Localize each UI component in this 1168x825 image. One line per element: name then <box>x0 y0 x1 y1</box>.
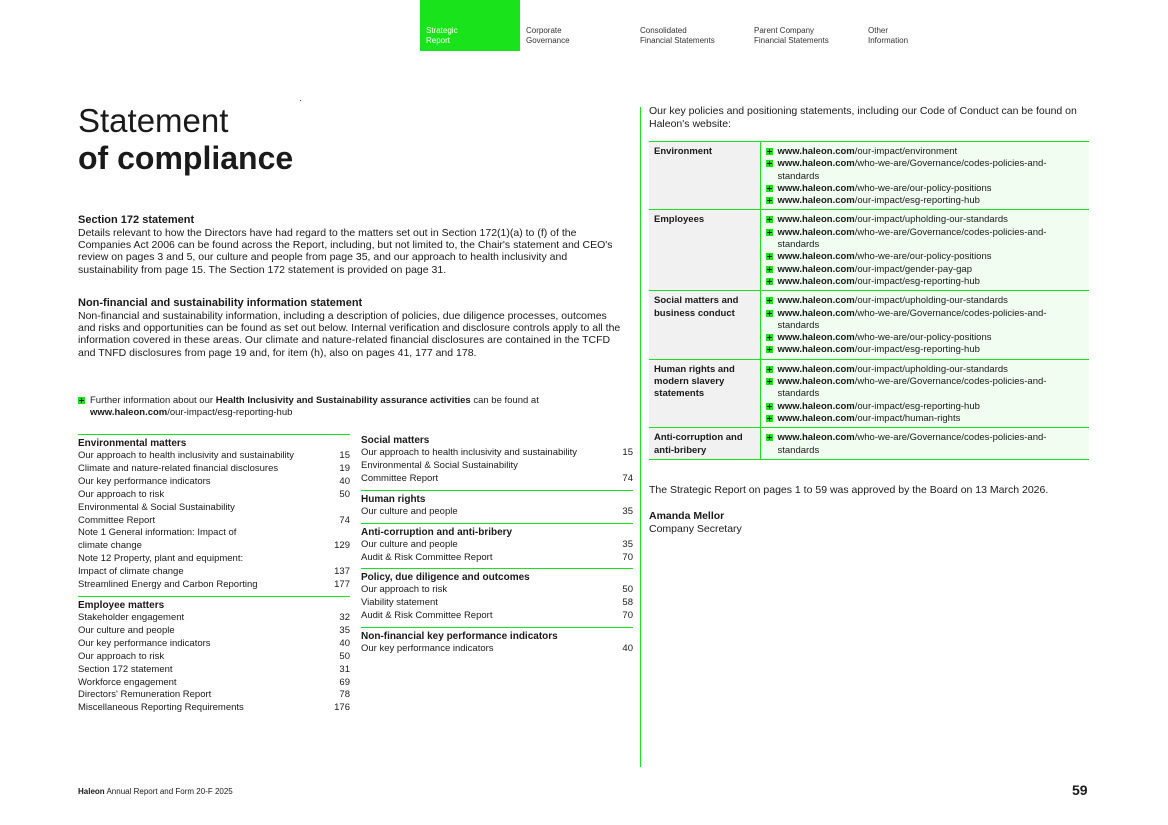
list-item[interactable]: Our approach to risk 50 <box>361 584 633 596</box>
non-financial-statement <box>78 297 623 359</box>
policy-category: Employees <box>649 210 760 291</box>
tab-other-information[interactable] <box>862 0 976 51</box>
column-divider <box>640 107 641 767</box>
tab-label: Consolidated <box>640 26 687 35</box>
policy-link[interactable]: www.haleon.com/our-impact/gender-pay-gap <box>766 264 1085 276</box>
plus-box-icon <box>766 434 773 441</box>
plus-box-icon <box>766 185 773 192</box>
tab-label: Information <box>868 36 909 45</box>
list-item[interactable]: Our culture and people 35 <box>361 538 633 550</box>
list-employee-matters <box>78 596 350 715</box>
list-item[interactable]: Audit & Risk Committee Report 70 <box>361 551 633 563</box>
list-heading: Social matters <box>361 435 430 446</box>
plus-box-icon <box>78 397 85 404</box>
policy-link[interactable]: www.haleon.com/our-impact/human-rights <box>766 413 1085 425</box>
policy-links <box>760 359 1089 427</box>
list-environmental-matters <box>78 434 350 592</box>
further-link[interactable]: www.haleon.com/our-impact/esg-reporting-hub <box>90 406 293 418</box>
section-body: Details relevant to how the Directors have had regard to the matters set out in Section 172(1)(a) to (f) of the Companies Act 2006 can be found across the Report, including, but not limited to, the Chair's statement and CEO's review on pages 3 and 5, our culture and people from page 35, and our approach to health inclusivity and sustainability from page 15. The Section 172 statement is provided on page 31. <box>78 227 613 276</box>
tab-label: Financial Statements <box>754 36 829 45</box>
policy-links <box>760 291 1089 359</box>
policy-link[interactable]: www.haleon.com/our-impact/esg-reporting-hub <box>766 276 1085 288</box>
title-line-1: Statement <box>78 102 229 139</box>
list-item[interactable]: Miscellaneous Reporting Requirements 176 <box>78 702 350 714</box>
list-item[interactable]: Workforce engagement 69 <box>78 676 350 688</box>
policy-row <box>649 210 1089 291</box>
policy-link[interactable]: www.haleon.com/who-we-are/Governance/codes-policies-and-standards <box>766 227 1085 252</box>
policy-link[interactable]: www.haleon.com/our-impact/upholding-our-standards <box>766 364 1085 376</box>
list-anti-corruption <box>361 523 633 565</box>
list-item[interactable]: Note 1 General information: Impact of climate change 129 <box>78 527 350 552</box>
list-item[interactable]: Stakeholder engagement 32 <box>78 611 350 623</box>
signatory-name: Amanda Mellor <box>649 510 725 522</box>
list-item[interactable]: Our key performance indicators 40 <box>361 643 633 655</box>
policy-category: Social matters and business conduct <box>649 291 760 359</box>
list-heading: Anti-corruption and anti-bribery <box>361 526 513 538</box>
policy-link[interactable]: www.haleon.com/who-we-are/Governance/codes-policies-and-standards <box>766 308 1085 333</box>
plus-box-icon <box>766 266 773 273</box>
tab-consolidated-financial-statements[interactable] <box>634 0 748 51</box>
list-item[interactable]: Our key performance indicators 40 <box>78 637 350 649</box>
list-item[interactable]: Our approach to risk 50 <box>78 488 350 500</box>
list-non-financial-kpis <box>361 627 633 656</box>
policy-category: Human rights and modern slavery statements <box>649 359 760 427</box>
policy-link[interactable]: www.haleon.com/our-impact/esg-reporting-hub <box>766 344 1085 356</box>
policy-link[interactable]: www.haleon.com/who-we-are/our-policy-positions <box>766 332 1085 344</box>
plus-box-icon <box>766 278 773 285</box>
list-item[interactable]: Audit & Risk Committee Report 70 <box>361 610 633 622</box>
list-heading: Human rights <box>361 493 426 505</box>
plus-box-icon <box>766 253 773 260</box>
tab-label: Strategic <box>426 26 458 35</box>
plus-box-icon <box>766 310 773 317</box>
plus-box-icon <box>766 160 773 167</box>
top-navigation <box>420 0 976 51</box>
tab-parent-company-financial-statements[interactable] <box>748 0 862 51</box>
plus-box-icon <box>766 366 773 373</box>
list-item[interactable]: Viability statement 58 <box>361 597 633 609</box>
plus-box-icon <box>766 216 773 223</box>
list-item[interactable]: Our approach to risk 50 <box>78 650 350 662</box>
list-item[interactable]: Environmental & Social Sustainability Committee Report 74 <box>78 501 350 526</box>
footer-brand: Haleon <box>78 787 105 796</box>
policies-intro: Our key policies and positioning statements, including our Code of Conduct can be found on Haleon's website: <box>649 105 1077 130</box>
list-policy-due-diligence <box>361 568 633 623</box>
policy-row <box>649 359 1089 427</box>
plus-box-icon <box>766 403 773 410</box>
tab-label: Parent Company <box>754 26 815 35</box>
plus-box-icon <box>766 229 773 236</box>
list-item[interactable]: Our culture and people 35 <box>78 624 350 636</box>
tab-corporate-governance[interactable] <box>520 0 634 51</box>
list-social-matters <box>361 432 633 486</box>
list-item[interactable]: Note 12 Property, plant and equipment: Impact of climate change 137 <box>78 553 350 578</box>
section-172-statement <box>78 214 623 276</box>
plus-box-icon <box>766 415 773 422</box>
tab-strategic-report[interactable] <box>420 0 520 51</box>
list-heading: Environmental matters <box>78 438 187 449</box>
policy-links <box>760 210 1089 291</box>
policy-category: Environment <box>649 142 760 210</box>
list-human-rights <box>361 490 633 519</box>
policy-category: Anti-corruption and anti-bribery <box>649 428 760 460</box>
approval-statement: The Strategic Report on pages 1 to 59 was approved by the Board on 13 March 2026. <box>649 484 1049 496</box>
policy-link[interactable]: www.haleon.com/our-impact/esg-reporting-hub <box>766 401 1085 413</box>
footer <box>78 787 233 797</box>
plus-box-icon <box>766 197 773 204</box>
policy-link[interactable]: www.haleon.com/our-impact/environment <box>766 146 1085 158</box>
further-text: Further information about our Health Inclusivity and Sustainability assurance activities can be found at <box>90 395 539 406</box>
list-item[interactable]: Our culture and people 35 <box>361 505 633 517</box>
index-column-left <box>78 434 350 719</box>
list-heading: Employee matters <box>78 599 165 611</box>
list-item[interactable]: Section 172 statement 31 <box>78 663 350 675</box>
list-heading: Non-financial key performance indicators <box>361 631 558 643</box>
policy-link[interactable]: www.haleon.com/who-we-are/our-policy-positions <box>766 251 1085 263</box>
page-number: 59 <box>1072 782 1088 798</box>
plus-box-icon <box>766 334 773 341</box>
policy-link[interactable]: www.haleon.com/who-we-are/Governance/codes-policies-and-standards <box>766 158 1085 183</box>
plus-box-icon <box>766 346 773 353</box>
index-column-right <box>361 432 633 660</box>
footer-text: Annual Report and Form 20-F 2025 <box>104 787 233 796</box>
policy-link[interactable]: www.haleon.com/who-we-are/our-policy-positions <box>766 183 1085 195</box>
policy-link[interactable]: www.haleon.com/our-impact/esg-reporting-hub <box>766 195 1085 207</box>
section-body: Non-financial and sustainability information, including a description of policies, due diligence processes, outcomes and risks and opportunities can be found as set out below. Internal verification and disclosure controls apply to all the information covered in these areas. Our climate and nature-related financial disclosures are contained in the TCFD and TNFD disclosures from page 19 and, for item (h), also on pages 41, 177 and 178. <box>78 310 621 359</box>
list-item[interactable]: Our approach to health inclusivity and sustainability 15 <box>361 447 633 458</box>
list-item[interactable]: Our key performance indicators 40 <box>78 475 350 487</box>
signature-block <box>649 510 742 536</box>
tab-label: Report <box>426 36 451 45</box>
policies-table <box>649 141 1089 460</box>
plus-box-icon <box>766 148 773 155</box>
policy-links <box>760 428 1089 460</box>
section-heading: Section 172 statement <box>78 214 195 226</box>
list-item[interactable]: Directors' Remuneration Report 78 <box>78 689 350 701</box>
list-item[interactable]: Environmental & Social Sustainability Committee Report 74 <box>361 459 633 484</box>
title-line-2: of compliance <box>78 140 294 176</box>
policy-row <box>649 142 1089 210</box>
tab-label: Financial Statements <box>640 36 715 45</box>
tab-label: Corporate <box>526 26 562 35</box>
policy-row <box>649 291 1089 359</box>
policy-link[interactable]: www.haleon.com/our-impact/upholding-our-standards <box>766 295 1085 307</box>
list-item[interactable]: Our approach to health inclusivity and sustainability 15 <box>78 450 350 461</box>
plus-box-icon <box>766 378 773 385</box>
plus-box-icon <box>766 297 773 304</box>
signatory-title: Company Secretary <box>649 523 742 535</box>
list-item[interactable]: Climate and nature-related financial disclosures 19 <box>78 462 350 474</box>
list-heading: Policy, due diligence and outcomes <box>361 572 530 584</box>
tab-label: Other <box>868 26 889 35</box>
tab-label: Governance <box>526 36 570 45</box>
page-title <box>78 102 293 176</box>
list-item[interactable]: Streamlined Energy and Carbon Reporting 177 <box>78 579 350 591</box>
section-heading: Non-financial and sustainability information statement <box>78 297 363 309</box>
further-information-note <box>78 395 623 418</box>
policy-link[interactable]: www.haleon.com/who-we-are/Governance/codes-policies-and-standards <box>766 432 1085 457</box>
policy-links <box>760 142 1089 210</box>
policy-link[interactable]: www.haleon.com/our-impact/upholding-our-standards <box>766 214 1085 226</box>
policy-row <box>649 428 1089 460</box>
policy-link[interactable]: www.haleon.com/who-we-are/Governance/codes-policies-and-standards <box>766 376 1085 401</box>
decorative-dot <box>300 100 301 101</box>
